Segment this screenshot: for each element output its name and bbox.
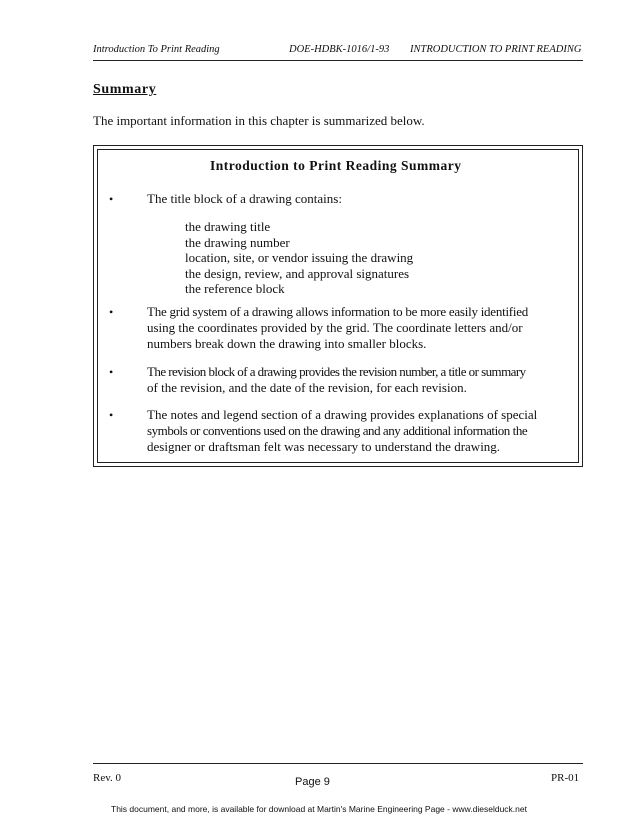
header-rule (93, 60, 583, 61)
bullet-line: The grid system of a drawing allows information to be more easily identified (147, 304, 529, 319)
intro-paragraph: The important information in this chapter is summarized below. (93, 113, 425, 128)
section-title: Summary (93, 82, 157, 97)
bullet-line: The revision block of a drawing provides the revision number, a title or summary (147, 364, 526, 379)
bullet-line: designer or draftsman felt was necessary to understand the drawing. (147, 439, 501, 454)
footer-revision: Rev. 0 (93, 772, 122, 784)
bullet-marker: • (109, 192, 114, 206)
footer-rule (93, 763, 583, 764)
list-item: the design, review, and approval signatures (185, 265, 410, 281)
bullet-notes-legend (147, 407, 547, 455)
bullet-revision-block (147, 364, 547, 396)
header-document-title: Introduction To Print Reading (93, 44, 220, 55)
title-block-contents-list (185, 219, 413, 297)
list-item: location, site, or vendor issuing the drawing (185, 250, 414, 265)
bullet-line: The notes and legend section of a drawing provides explanations of special (147, 407, 538, 422)
bullet-line: numbers break down the drawing into smaller blocks. (147, 336, 427, 351)
bullet-marker: • (109, 305, 114, 319)
bullet-line: of the revision, and the date of the revision, for each revision. (147, 380, 467, 395)
bullet-line: using the coordinates provided by the grid. The coordinate letters and/or (147, 320, 523, 335)
bullet-grid-system (147, 304, 547, 352)
header-chapter-title: INTRODUCTION TO PRINT READING (410, 44, 582, 55)
list-item: the reference block (185, 281, 285, 296)
bullet-title-block (147, 191, 547, 207)
footer-document-code: PR-01 (551, 772, 580, 784)
header-document-number: DOE-HDBK-1016/1-93 (289, 44, 390, 55)
list-item: the drawing title (185, 219, 271, 234)
download-source-note: This document, and more, is available for download at Martin's Marine Engineering Page - www.dieselduck.net (111, 804, 527, 814)
summary-box-title: Introduction to Print Reading Summary (210, 158, 462, 173)
bullet-line: symbols or conventions used on the drawing and any additional information the (147, 423, 528, 438)
bullet-marker: • (109, 365, 114, 379)
bullet-line: The title block of a drawing contains: (147, 191, 342, 206)
bullet-marker: • (109, 408, 114, 422)
list-item: the drawing number (185, 234, 290, 250)
footer-page-number: Page 9 (295, 776, 330, 788)
